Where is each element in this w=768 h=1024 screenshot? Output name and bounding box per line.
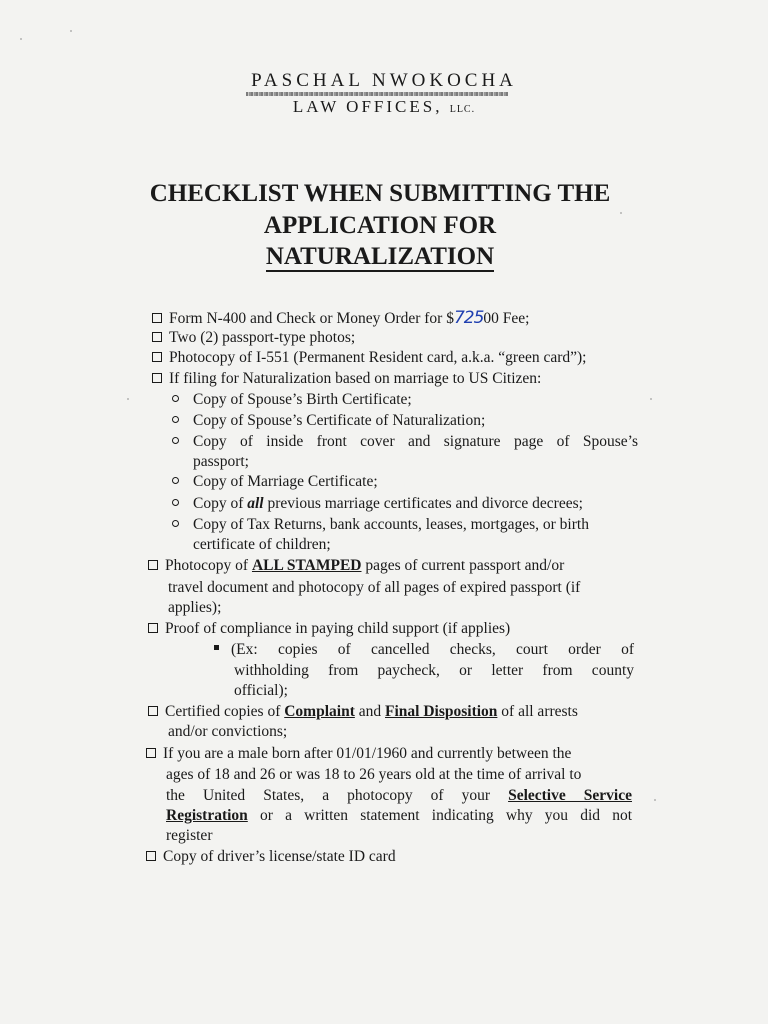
firm-offices [0,97,768,117]
item-text: Form N-400 and Check or Money Order for $ [169,310,454,327]
sub-item-spouse-passport-cont: passport; [193,453,249,470]
item-text: Certified copies of [165,703,281,720]
checklist-item-selective-service [146,744,571,763]
item-text: previous marriage certificates and divorce decrees; [267,495,583,512]
sub-item-tax-returns-cont: certificate of children; [193,536,331,553]
checklist-item-stamped-pages-cont: travel document and photocopy of all pages of expired passport (if [168,579,581,596]
checklist-item-arrests-cont: and/or convictions; [168,723,288,740]
item-text: and [358,703,382,720]
child-support-example [214,640,634,659]
title-underlined: NATURALIZATION [265,243,495,270]
checklist-item-marriage-based [152,369,541,388]
item-emphasis: all [247,495,264,512]
item-text: Copy of Tax Returns, bank accounts, leases, mortgages, or birth [193,516,589,533]
item-text: Two (2) passport-type photos; [169,329,356,346]
item-emphasis: Registration [166,807,248,824]
checkbox-icon [148,560,158,570]
firm-offices-label: LAW OFFICES, [292,97,443,116]
item-text: or a written statement indicating why you did not [259,807,633,824]
checklist-item-drivers-license [146,847,396,866]
checklist-item-selective-service-cont: ages of 18 and 26 or was 18 to 26 years old at the time of arrival to [166,766,582,783]
checkbox-icon [148,706,158,716]
item-text: Photocopy of [165,557,249,574]
checklist-item-stamped-pages [148,556,564,575]
sub-item-birth-certificate [172,390,412,409]
letterhead-rule [246,92,508,96]
item-text: the United States, a photocopy of your [166,787,491,804]
checkbox-icon [152,352,162,362]
item-text: of all arrests [501,703,578,720]
scan-speck [70,30,72,32]
scan-speck [127,398,129,400]
item-text: Copy of Spouse’s Birth Certificate; [193,391,412,408]
item-text: (Ex: copies of cancelled checks, court order of [231,641,634,658]
scan-speck [650,398,652,400]
sub-item-naturalization-cert [172,411,485,430]
circle-bullet-icon [172,499,179,506]
sub-item-marriage-cert [172,472,378,491]
circle-bullet-icon [172,437,179,444]
checkbox-icon [146,748,156,758]
checklist-item-green-card [152,348,586,367]
checklist-item-form-n400 [152,309,529,328]
item-emphasis: Final Disposition [385,703,498,720]
checklist-item-arrests [148,702,578,721]
firm-llc: LLC. [449,104,476,115]
circle-bullet-icon [172,477,179,484]
checklist-item-selective-service-cont2 [166,786,632,805]
title-line-3 [110,241,650,273]
checkbox-icon [152,373,162,383]
sub-item-tax-returns [172,515,589,534]
item-text: pages of current passport and/or [365,557,565,574]
child-support-example-cont2: official); [234,682,288,699]
sub-item-previous-marriages [172,494,583,513]
title-line-2: APPLICATION FOR [263,212,497,239]
item-text: Copy of [193,495,244,512]
scan-speck [20,38,22,40]
item-text: Copy of Spouse’s Certificate of Naturalization; [193,412,486,429]
item-emphasis: Selective Service [508,787,632,804]
item-emphasis: Complaint [284,703,355,720]
item-text: Copy of inside front cover and signature page of Spouse’s [193,433,638,450]
checklist-item-selective-service-cont4: register [166,827,213,844]
child-support-example-cont: withholding from paycheck, or letter from county [234,662,634,679]
checklist-item-photos [152,328,355,347]
circle-bullet-icon [172,416,179,423]
item-emphasis: ALL STAMPED [251,557,362,574]
checkbox-icon [152,313,162,323]
handwritten-amount: 725 [453,308,484,328]
circle-bullet-icon [172,520,179,527]
item-text: Copy of Marriage Certificate; [193,473,378,490]
item-text: If filing for Naturalization based on marriage to US Citizen: [169,370,542,387]
square-bullet-icon [214,645,219,650]
sub-item-spouse-passport [172,432,638,451]
item-text: Photocopy of I-551 (Permanent Resident card, a.k.a. “green card”); [169,349,587,366]
checkbox-icon [148,623,158,633]
item-text: 00 Fee; [483,310,530,327]
checkbox-icon [152,332,162,342]
scan-speck [654,799,656,801]
item-text: Proof of compliance in paying child support (if applies) [165,620,511,637]
firm-name: PASCHAL NWOKOCHA [251,70,517,91]
circle-bullet-icon [172,395,179,402]
item-text: If you are a male born after 01/01/1960 and currently between the [163,745,572,762]
checklist-item-selective-service-cont3 [166,806,632,825]
scan-speck [620,212,622,214]
item-text: Copy of driver’s license/state ID card [163,848,396,865]
title-line-1: CHECKLIST WHEN SUBMITTING THE [149,180,611,207]
checklist-item-stamped-pages-cont2: applies); [168,599,222,616]
checklist-item-child-support [148,619,510,638]
checkbox-icon [146,851,156,861]
